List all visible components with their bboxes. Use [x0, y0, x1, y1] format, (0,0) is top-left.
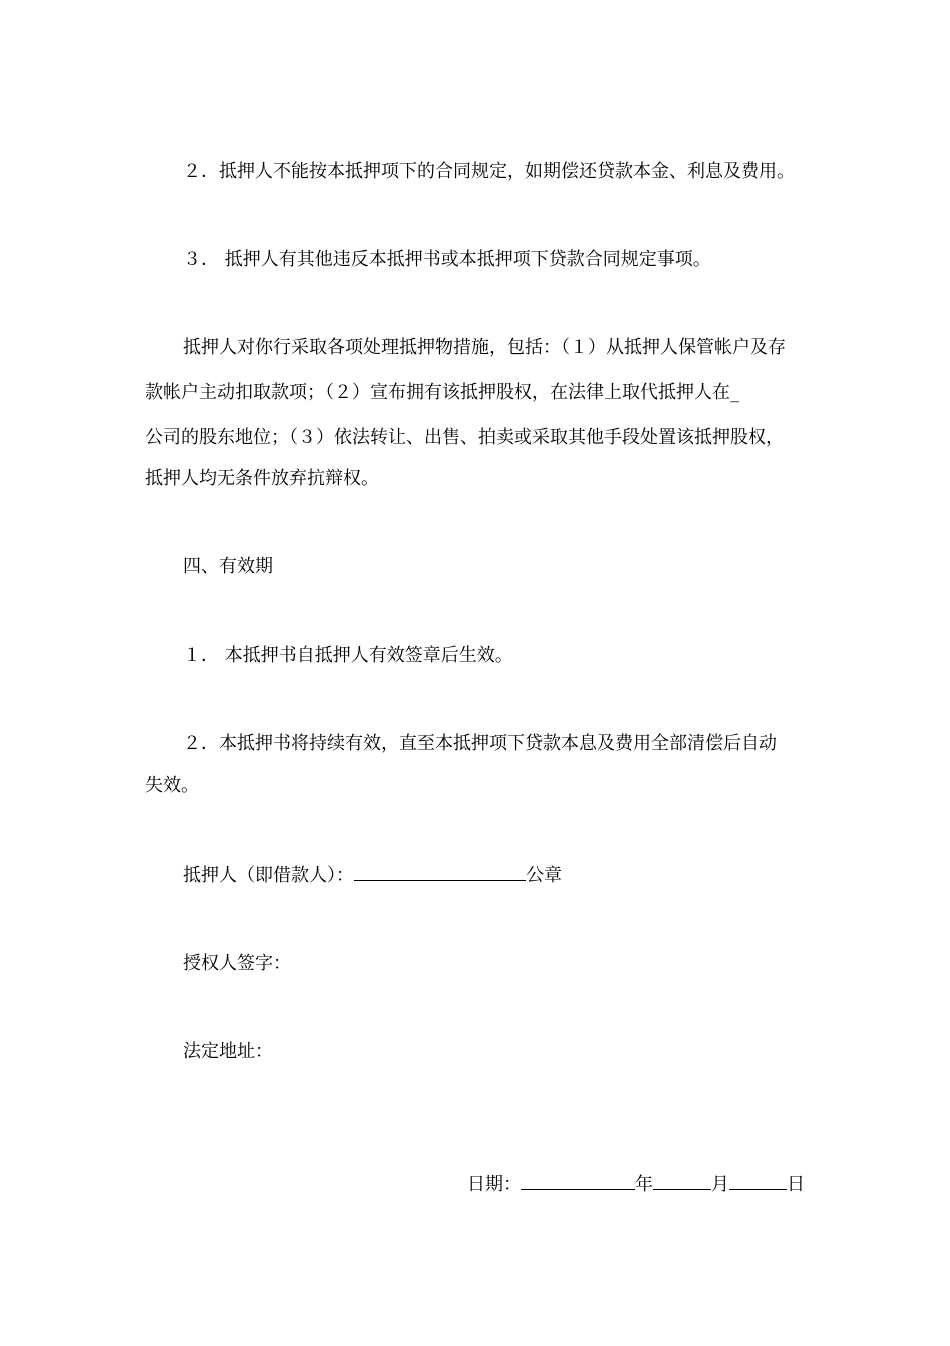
section-heading-validity: 四、有效期	[183, 556, 273, 577]
validity-item-2-line-1: ２．本抵押书将持续有效，直至本抵押项下贷款本息及费用全部清偿后自动	[183, 733, 777, 754]
date-day-label: 日	[787, 1174, 805, 1195]
mortgagor-name-blank[interactable]	[354, 862, 526, 881]
default-item-3: ３． 抵押人有其他违反本抵押书或本抵押项下贷款合同规定事项。	[183, 249, 711, 270]
authorized-signature-label: 授权人签字：	[183, 953, 291, 974]
disposal-line-1: 抵押人对你行采取各项处理抵押物措施，包括：（１）从抵押人保管帐户及存	[183, 337, 786, 358]
mortgagor-label: 抵押人（即借款人）：	[183, 865, 354, 886]
mortgagor-signature-line	[183, 862, 562, 888]
date-line	[467, 1171, 805, 1197]
seal-label: 公章	[526, 865, 562, 886]
date-month-label: 月	[711, 1174, 729, 1195]
date-day-blank[interactable]	[729, 1171, 787, 1190]
legal-address-label: 法定地址：	[183, 1041, 273, 1062]
date-year-blank[interactable]	[521, 1171, 635, 1190]
default-item-2: ２．抵押人不能按本抵押项下的合同规定，如期偿还贷款本金、利息及费用。	[183, 161, 795, 182]
date-month-blank[interactable]	[653, 1171, 711, 1190]
date-label: 日期：	[467, 1174, 521, 1195]
disposal-line-2: 款帐户主动扣取款项；（２）宣布拥有该抵押股权，在法律上取代抵押人在_	[145, 382, 739, 403]
disposal-line-3: 公司的股东地位；（３）依法转让、出售、拍卖或采取其他手段处置该抵押股权，	[145, 427, 784, 448]
date-year-label: 年	[635, 1174, 653, 1195]
disposal-line-4: 抵押人均无条件放弃抗辩权。	[145, 468, 379, 489]
validity-item-2-line-2: 失效。	[145, 775, 199, 796]
validity-item-1: １． 本抵押书自抵押人有效签章后生效。	[183, 645, 513, 666]
